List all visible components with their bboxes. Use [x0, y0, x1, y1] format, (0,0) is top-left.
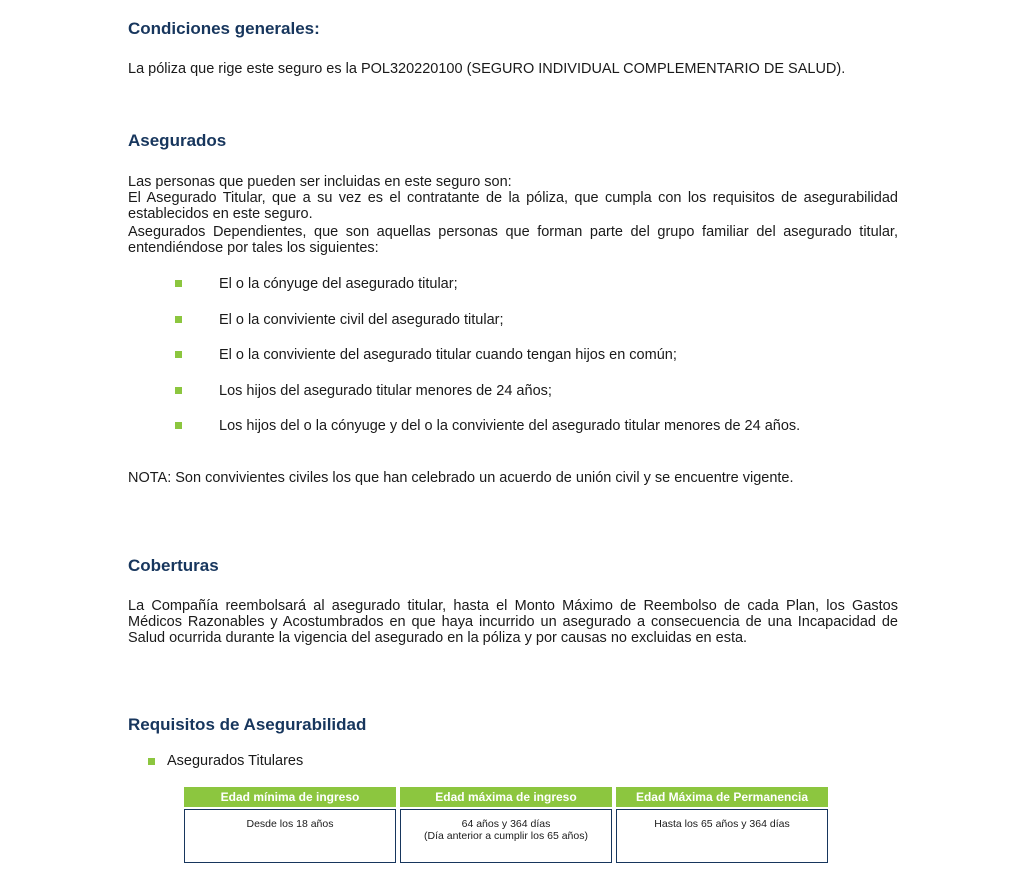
- list-item: El o la conviviente del asegurado titular cuando tengan hijos en común;: [128, 341, 898, 377]
- asegurados-dependientes-text: Asegurados Dependientes, que son aquellas personas que forman parte del grupo familiar del asegurado titular, entendiéndose por tales los siguientes:: [128, 224, 898, 256]
- list-item: El o la cónyuge del asegurado titular;: [128, 270, 898, 306]
- condiciones-text: La póliza que rige este seguro es la POL320220100 (SEGURO INDIVIDUAL COMPLEMENTARIO DE SALUD).: [128, 61, 846, 77]
- list-item: Los hijos del o la cónyuge y del o la conviviente del asegurado titular menores de 24 años.: [128, 412, 898, 448]
- coberturas-text: La Compañía reembolsará al asegurado titular, hasta el Monto Máximo de Reembolso de cada Plan, los Gastos Médicos Razonables y Acostumbrados en que haya incurrido un asegurado a consecuencia de una Incapacidad de Salud ocurrida durante la vigencia del asegurado en la póliza y por causas no excluidas en esta.: [128, 598, 898, 646]
- nota-text: NOTA: Son convivientes civiles los que han celebrado un acuerdo de unión civil y se encuentre vigente.: [128, 470, 794, 486]
- section-title-requisitos: Requisitos de Asegurabilidad: [128, 715, 367, 734]
- square-bullet-icon: [175, 316, 182, 323]
- requisitos-table: [180, 787, 832, 863]
- requisitos-bullet: Asegurados Titulares: [146, 751, 303, 771]
- list-item: El o la conviviente civil del asegurado titular;: [128, 306, 898, 342]
- square-bullet-icon: [175, 387, 182, 394]
- square-bullet-icon: [175, 422, 182, 429]
- table-header-edad-permanencia: Edad Máxima de Permanencia: [616, 787, 828, 807]
- dependientes-list: [128, 270, 898, 448]
- table-cell: Desde los 18 años: [184, 809, 396, 863]
- asegurados-titular-text: El Asegurado Titular, que a su vez es el contratante de la póliza, que cumpla con los requisitos de asegurabilidad establecidos en este seguro.: [128, 190, 898, 222]
- list-item: Los hijos del asegurado titular menores de 24 años;: [128, 377, 898, 413]
- table-cell: 64 años y 364 días (Día anterior a cumplir los 65 años): [400, 809, 612, 863]
- square-bullet-icon: [175, 280, 182, 287]
- table-header-edad-minima: Edad mínima de ingreso: [184, 787, 396, 807]
- section-title-asegurados: Asegurados: [128, 131, 227, 150]
- section-title-condiciones: Condiciones generales:: [128, 19, 320, 38]
- section-title-coberturas: Coberturas: [128, 556, 219, 575]
- square-bullet-icon: [175, 351, 182, 358]
- table-cell: Hasta los 65 años y 364 días: [616, 809, 828, 863]
- asegurados-intro: Las personas que pueden ser incluidas en este seguro son:: [128, 174, 512, 190]
- square-bullet-icon: [148, 758, 155, 765]
- table-row: [184, 809, 828, 863]
- table-header-edad-maxima: Edad máxima de ingreso: [400, 787, 612, 807]
